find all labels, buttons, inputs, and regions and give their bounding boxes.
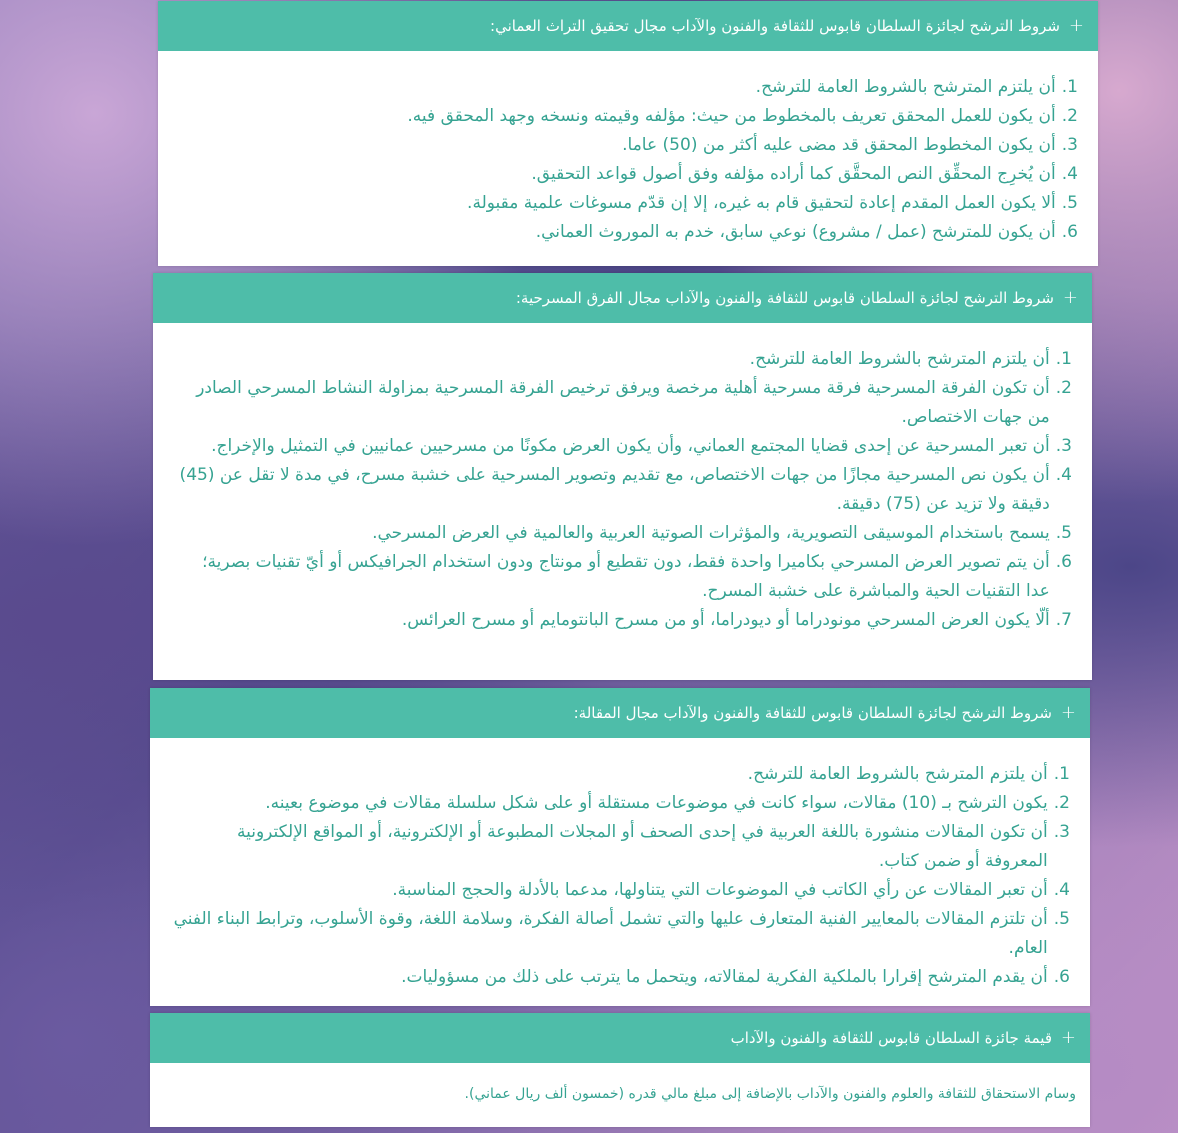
section-body xyxy=(153,323,1092,649)
list-item xyxy=(170,818,1070,876)
list-item xyxy=(178,160,1078,189)
item-number: 6. xyxy=(1053,967,1070,987)
item-text: أن يكون للعمل المحقق تعريف بالمخطوط من حيث: مؤلفه وقيمته ونسخه وجهد المحقق فيه. xyxy=(407,106,1056,126)
plus-icon[interactable]: + xyxy=(1068,15,1084,36)
item-number: 2. xyxy=(1061,106,1078,126)
item-text: أن تكون الفرقة المسرحية فرقة مسرحية أهلية مرخصة ويرفق ترخيص الفرقة المسرحية بمزاولة النشاط المسرحي الصادر من جهات الاختصاص. xyxy=(196,378,1050,427)
item-text: أن يقدم المترشح إقرارا بالملكية الفكرية لمقالاته، ويتحمل ما يترتب على ذلك من مسؤوليات. xyxy=(401,967,1048,987)
list-item xyxy=(170,876,1070,905)
item-text: أن يكون المخطوط المحقق قد مضى عليه أكثر من (50) عاما. xyxy=(622,135,1056,155)
conditions-list xyxy=(178,73,1078,247)
item-text: يسمح باستخدام الموسيقى التصويرية، والمؤثرات الصوتية العربية والعالمية في العرض المسرحي. xyxy=(372,523,1050,543)
item-number: 6. xyxy=(1061,222,1078,242)
item-number: 3. xyxy=(1055,436,1072,456)
list-item xyxy=(173,606,1072,635)
section-article-header[interactable] xyxy=(150,688,1090,738)
item-number: 1. xyxy=(1055,349,1072,369)
item-number: 4. xyxy=(1055,465,1072,485)
list-item xyxy=(173,461,1072,519)
list-item xyxy=(170,760,1070,789)
list-item xyxy=(178,189,1078,218)
item-number: 5. xyxy=(1053,909,1070,929)
item-text: أن يكون نص المسرحية مجازًا من جهات الاختصاص، مع تقديم وتصوير المسرحية على خشبة مسرح، في مدة لا تقل عن (45) دقيقة ولا تزيد عن (75) دقيقة. xyxy=(179,465,1050,514)
item-text: أن يكون للمترشح (عمل / مشروع) نوعي سابق، خدم به الموروث العماني. xyxy=(535,222,1056,242)
section-title: شروط الترشح لجائزة السلطان قابوس للثقافة والفنون والآداب مجال المقالة: xyxy=(573,704,1052,722)
item-number: 5. xyxy=(1055,523,1072,543)
item-number: 7. xyxy=(1055,610,1072,630)
item-text: أن يلتزم المترشح بالشروط العامة للترشح. xyxy=(747,764,1048,784)
list-item xyxy=(173,374,1072,432)
item-text: أن تعبر المقالات عن رأي الكاتب في الموضوعات التي يتناولها، مدعما بالأدلة والحجج المناسبة. xyxy=(392,880,1048,900)
list-item xyxy=(173,345,1072,374)
item-text: أن تكون المقالات منشورة باللغة العربية في إحدى الصحف أو المجلات المطبوعة أو الإلكترونية، أو المواقع الإلكترونية المعروفة أو ضمن كتاب. xyxy=(236,822,1048,871)
plus-icon[interactable]: + xyxy=(1060,702,1076,723)
plus-icon[interactable]: + xyxy=(1060,1027,1076,1048)
section-body xyxy=(150,738,1090,1006)
list-item xyxy=(170,963,1070,992)
list-item xyxy=(170,789,1070,818)
conditions-list xyxy=(170,760,1070,992)
section-article xyxy=(150,688,1090,1006)
list-item xyxy=(178,218,1078,247)
item-number: 3. xyxy=(1061,135,1078,155)
item-number: 4. xyxy=(1053,880,1070,900)
section-theatre-header[interactable] xyxy=(153,273,1092,323)
item-text: أن تعبر المسرحية عن إحدى قضايا المجتمع العماني، وأن يكون العرض مكونًا من مسرحيين عمانيين في التمثيل والإخراج. xyxy=(211,436,1050,456)
section-heritage-header[interactable] xyxy=(158,1,1098,51)
item-number: 2. xyxy=(1053,793,1070,813)
item-number: 1. xyxy=(1061,77,1078,97)
item-number: 3. xyxy=(1053,822,1070,842)
prize-value-text: وسام الاستحقاق للثقافة والعلوم والفنون والآداب بالإضافة إلى مبلغ مالي قدره (خمسون ألف ريال عماني). xyxy=(464,1086,1076,1102)
list-item xyxy=(173,432,1072,461)
item-number: 2. xyxy=(1055,378,1072,398)
list-item xyxy=(173,519,1072,548)
list-item xyxy=(178,73,1078,102)
section-prize-value xyxy=(150,1013,1090,1127)
section-prize-value-header[interactable] xyxy=(150,1013,1090,1063)
list-item xyxy=(170,905,1070,963)
item-text: أن يُخرِج المحقِّق النص المحقَّق كما أراده مؤلفه وفق أصول قواعد التحقيق. xyxy=(531,164,1056,184)
item-number: 6. xyxy=(1055,552,1072,572)
section-body xyxy=(150,1063,1090,1117)
plus-icon[interactable]: + xyxy=(1062,287,1078,308)
section-title: شروط الترشح لجائزة السلطان قابوس للثقافة والفنون والآداب مجال الفرق المسرحية: xyxy=(515,289,1054,307)
item-text: يكون الترشح بـ (10) مقالات، سواء كانت في موضوعات مستقلة أو على شكل سلسلة مقالات في موضوع بعينه. xyxy=(265,793,1048,813)
list-item xyxy=(178,102,1078,131)
item-number: 1. xyxy=(1053,764,1070,784)
list-item xyxy=(178,131,1078,160)
item-text: أن يلتزم المترشح بالشروط العامة للترشح. xyxy=(755,77,1056,97)
section-body xyxy=(158,51,1098,261)
item-text: ألّا يكون العرض المسرحي مونودراما أو ديودراما، أو من مسرح البانتومايم أو مسرح العرائس. xyxy=(401,610,1050,630)
item-number: 4. xyxy=(1061,164,1078,184)
list-item xyxy=(173,548,1072,606)
conditions-list xyxy=(173,345,1072,635)
item-text: أن تلتزم المقالات بالمعايير الفنية المتعارف عليها والتي تشمل أصالة الفكرة، وسلامة اللغة، وقوة الأسلوب، وترابط البناء الفني العام. xyxy=(173,909,1048,958)
section-theatre xyxy=(153,273,1092,680)
section-title: شروط الترشح لجائزة السلطان قابوس للثقافة والفنون والآداب مجال تحقيق التراث العماني: xyxy=(490,17,1060,35)
item-text: أن يتم تصوير العرض المسرحي بكاميرا واحدة فقط، دون تقطيع أو مونتاج ودون استخدام الجرافيكس أو أيّ تقنيات بصرية؛ عدا التقنيات الحية والمباشرة على خشبة المسرح. xyxy=(202,552,1050,601)
section-title: قيمة جائزة السلطان قابوس للثقافة والفنون والآداب xyxy=(730,1029,1052,1047)
section-heritage xyxy=(158,1,1098,266)
item-text: ألا يكون العمل المقدم إعادة لتحقيق قام به غيره، إلا إن قدّم مسوغات علمية مقبولة. xyxy=(467,193,1056,213)
item-number: 5. xyxy=(1061,193,1078,213)
item-text: أن يلتزم المترشح بالشروط العامة للترشح. xyxy=(749,349,1050,369)
